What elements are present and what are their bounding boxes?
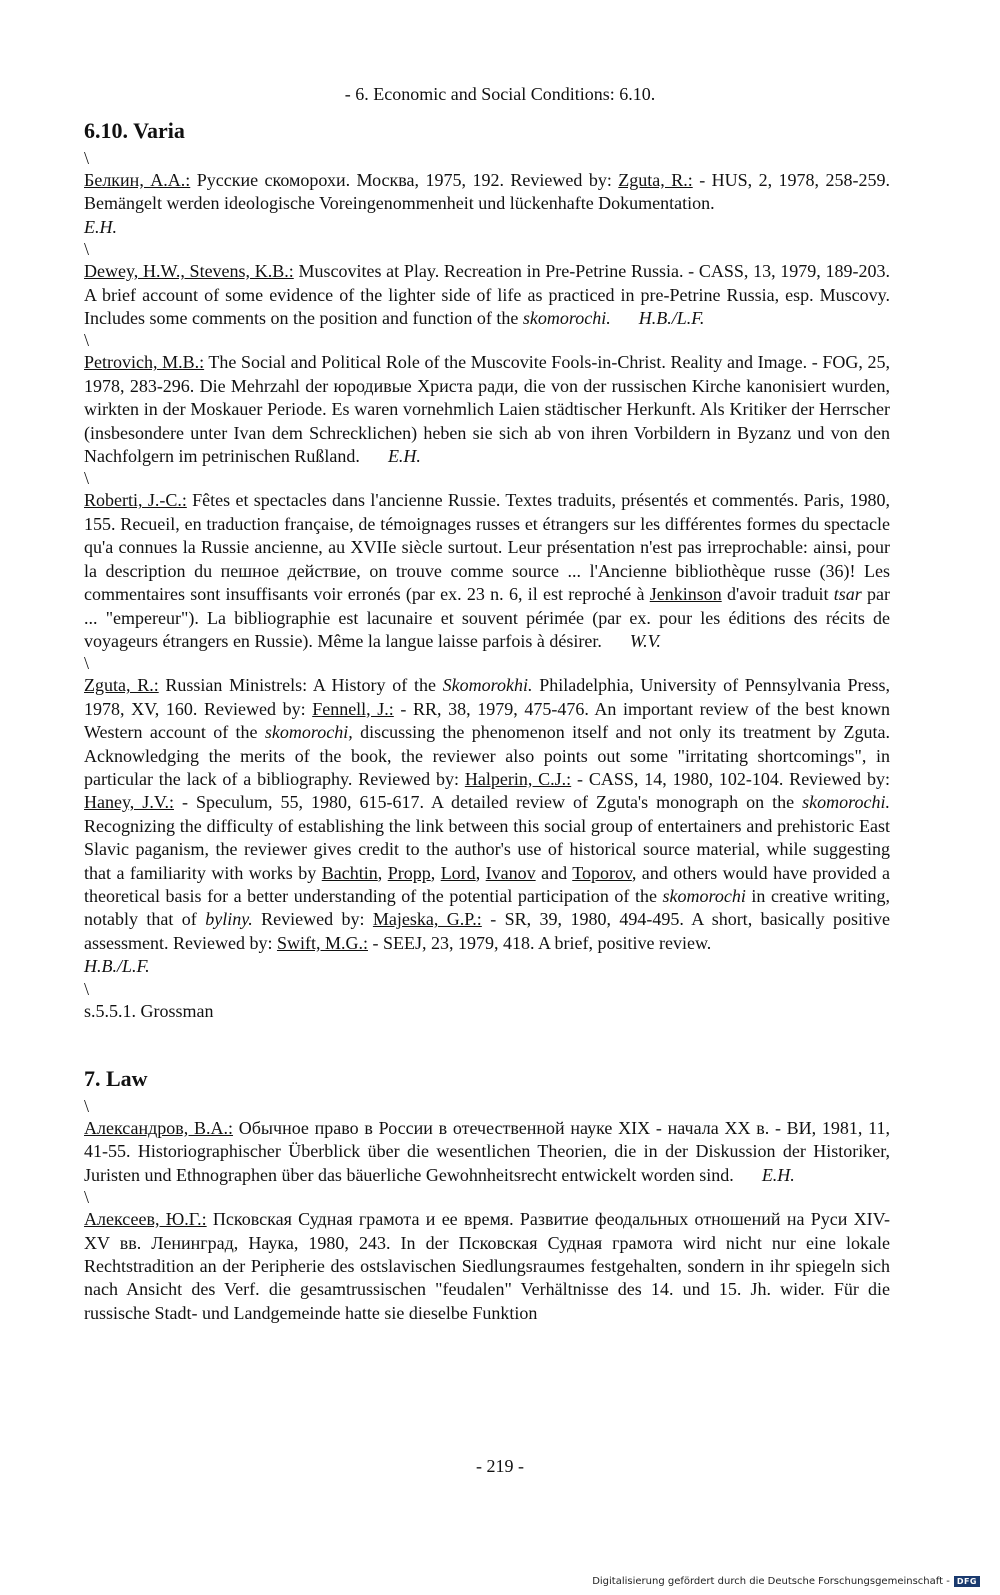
entry-author: Roberti, J.-C.: bbox=[84, 490, 187, 511]
entry-italic-term: Skomorokhi. bbox=[442, 675, 533, 696]
entry-text: Reviewed by: bbox=[252, 909, 373, 930]
reviewer-initials: E.H. bbox=[84, 216, 117, 237]
entry-text: - SR, 39, 1980, 494-495. A short, basically positive assessment. Reviewed by: bbox=[84, 909, 890, 953]
entry-text: discussing the phenomenon itself and not only its treatment by Zguta. Acknowledging the merits of the book, the reviewer also points out some "irritating shortcomings", in particular the lack of a bibliography. Reviewed by: bbox=[84, 722, 890, 789]
entry-author: Алексеев, Ю.Г.: bbox=[84, 1209, 207, 1230]
entry-text: in creative writing, notably that of bbox=[84, 885, 890, 930]
footer-text: Digitalisierung gefördert durch die Deutsche Forschungsgemeinschaft - bbox=[592, 1576, 950, 1587]
entry-text: , bbox=[377, 862, 388, 883]
entry-separator: \ bbox=[84, 330, 90, 351]
cited-name: Lord bbox=[440, 862, 476, 883]
cross-reference: s.5.5.1. Grossman bbox=[84, 1000, 214, 1021]
entry-author: Zguta, R.: bbox=[84, 675, 159, 696]
page-content bbox=[84, 118, 890, 1325]
entry-separator: \ bbox=[84, 653, 90, 674]
entry-text: - SEEJ, 23, 1979, 418. A brief, positive review. bbox=[367, 932, 712, 953]
reviewer-name: Majeska, G.P.: bbox=[372, 909, 482, 930]
reviewer-initials: E.H. bbox=[761, 1164, 795, 1185]
section-heading-law: 7. Law bbox=[84, 1066, 148, 1091]
reviewer-initials: H.B./L.F. bbox=[84, 956, 150, 977]
entry-text: , bbox=[475, 862, 486, 883]
running-header: - 6. Economic and Social Conditions: 6.10. bbox=[344, 84, 656, 104]
entry-text: - RR, 38, 1979, 475-476. An important review of the best known Western account of the bbox=[84, 698, 891, 743]
bibliography-entry-alekseev bbox=[84, 1208, 890, 1325]
entry-text: , and others would have provided a theoretical basis for a better understanding of the potential participation of the bbox=[84, 862, 891, 906]
reviewer-name: Halperin, C.J.: bbox=[464, 768, 572, 789]
entry-text: Russian Ministrels: A History of the bbox=[158, 675, 443, 696]
page-number: - 219 - bbox=[476, 1456, 524, 1476]
entry-italic-term: skomorochi bbox=[662, 885, 746, 906]
entry-separator: \ bbox=[84, 468, 90, 489]
entry-author: Белкин, А.А.: bbox=[84, 170, 191, 190]
entry-text: Muscovites at Play. Recreation in Pre-Petrine Russia. - CASS, 13, 1979, 189-203. A brief account of some evidence of the lighter side of life as practiced in pre-Petrine Russia, esp. Muscovy. Includes some comments on the position and function of the bbox=[84, 261, 890, 329]
entry-separator: \ bbox=[84, 978, 90, 999]
entry-text: d'avoir traduit bbox=[721, 584, 834, 605]
entry-text: - HUS, 2, 1978, 258-259. Bemängelt werden ideologische Voreingenommenheit und lückenhafte Dokumentation. bbox=[84, 170, 890, 214]
reviewer-name: Zguta, R.: bbox=[618, 170, 693, 190]
dfg-logo: DFG bbox=[954, 1576, 980, 1587]
entry-italic-term: skomorochi. bbox=[802, 792, 890, 813]
cited-name: Jenkinson bbox=[649, 584, 722, 605]
reviewer-initials: W.V. bbox=[629, 630, 661, 651]
entry-text: Fêtes et spectacles dans l'ancienne Russie. Textes traduits, présentés et commentés. Paris, 1980, 155. Recueil, en traduction française, de témoignages russes et étrangers sur les différentes formes du spectacle qu'a connues la Russie ancienne, au XVIIe siècle surtout. Leur présentation n'est pas irreprochable: ainsi, pour la description du пешное действие, on trouve comme source ... l'Ancienne bibliothèque russe (36)! Les commentaires sont insuffisants voir erronés (par ex. 23 n. 6, il est reproché à bbox=[84, 490, 890, 605]
entry-author: Petrovich, M.B.: bbox=[84, 352, 205, 373]
reviewer-initials: E.H. bbox=[387, 446, 421, 467]
entry-text: Обычное право в России в отечественной науке XIX - начала XX в. - ВИ, 1981, 11, 41-55. Historiographischer Überblick über die wesentlichen Theorien, die in der Diskussion der Historiker, Juristen und Ethnographen über das bäuerliche Gewohnheitsrecht entwickelt worden sind. bbox=[84, 1118, 891, 1185]
entry-separator: \ bbox=[84, 1096, 90, 1116]
entry-italic-term: skomorochi. bbox=[522, 308, 611, 329]
entry-text: Recognizing the difficulty of establishing the link between this social group of entertainers and prehistoric East Slavic paganism, the reviewer gives credit to the author's use of historical source material, while suggesting that a familiarity with works by bbox=[84, 815, 890, 883]
bibliography-entry-roberti bbox=[84, 489, 890, 653]
cited-name: Toporov bbox=[572, 862, 632, 883]
entry-text: - CASS, 14, 1980, 102-104. Reviewed by: bbox=[571, 768, 890, 789]
entry-text: par ... "empereur"). La bibliographie est lacunaire et souvent périmée (par ex. pour les éditions des récits de voyageurs étrangers en Russie). Même la langue laisse parfois à désirer. bbox=[84, 584, 890, 651]
digitization-footer bbox=[592, 1576, 980, 1587]
reviewer-name: Fennell, J.: bbox=[312, 698, 394, 719]
bibliography-entry-dewey bbox=[84, 260, 890, 330]
bibliography-entry-zguta bbox=[84, 674, 890, 978]
bibliography-entry-petrovich bbox=[84, 351, 890, 468]
reviewer-initials: H.B./L.F. bbox=[638, 308, 705, 329]
reviewer-name: Haney, J.V.: bbox=[84, 792, 174, 813]
entry-author: Александров, В.А.: bbox=[84, 1118, 234, 1138]
bibliography-entry-belkin bbox=[84, 169, 890, 239]
entry-author: Dewey, H.W., Stevens, K.B.: bbox=[84, 261, 294, 282]
entry-italic-term: skomorochi, bbox=[264, 722, 353, 743]
entry-text: Philadelphia, University of Pennsylvania Press, 1978, XV, 160. Reviewed by: bbox=[84, 675, 890, 719]
entry-separator: \ bbox=[84, 239, 90, 260]
section-heading-varia: 6.10. Varia bbox=[84, 118, 185, 143]
entry-text: and bbox=[535, 862, 573, 883]
entry-text: Русские скоморохи. Москва, 1975, 192. Reviewed by: bbox=[190, 170, 619, 190]
bibliography-entry-aleksandrov bbox=[84, 1117, 890, 1187]
entry-text: - Speculum, 55, 1980, 615-617. A detailed review of Zguta's monograph on the bbox=[174, 792, 803, 813]
cited-name: Ivanov bbox=[485, 862, 536, 883]
reviewer-name: Swift, M.G.: bbox=[276, 932, 368, 953]
cited-name: Propp bbox=[387, 862, 431, 883]
entry-italic-term: byliny. bbox=[205, 909, 253, 930]
entry-separator: \ bbox=[84, 1187, 90, 1208]
cited-name: Bachtin bbox=[321, 862, 378, 883]
entry-text: Псковская Судная грамота и ее время. Развитие феодальных отношений на Руси XIV-XV вв. Ленинград, Наука, 1980, 243. In der Псковская Судная грамота wird nicht nur eine lokale Rechtstradition an der Peripherie des ostslavischen Siedlungsraumes festgehalten, sondern in ihr spiegeln sich nach Ansicht des Verf. die gesamtrussischen "feudalen" Verhältnisse des 14. und 15. Jh. wider. Für die russische Stadt- und Landgemeinde hatte sie dieselbe Funktion bbox=[84, 1209, 890, 1323]
entry-text: , bbox=[430, 862, 441, 883]
entry-italic-term: tsar bbox=[833, 584, 862, 605]
entry-text: The Social and Political Role of the Muscovite Fools-in-Christ. Reality and Image. - FOG, 25, 1978, 283-296. Die Mehrzahl der юродивые Христа ради, die von der russischen Kirche kanonisiert wurden, wirkten in der Moskauer Periode. Es waren vornehmlich Laien städtischer Herkunft. Als Kritiker der Herrscher (insbesondere unter Ivan dem Schrecklichen) heben sie sich ab von ihren Vorbildern in Byzanz und von den Nachfolgern im petrinischen Rußland. bbox=[84, 352, 890, 467]
entry-separator: \ bbox=[84, 148, 90, 168]
